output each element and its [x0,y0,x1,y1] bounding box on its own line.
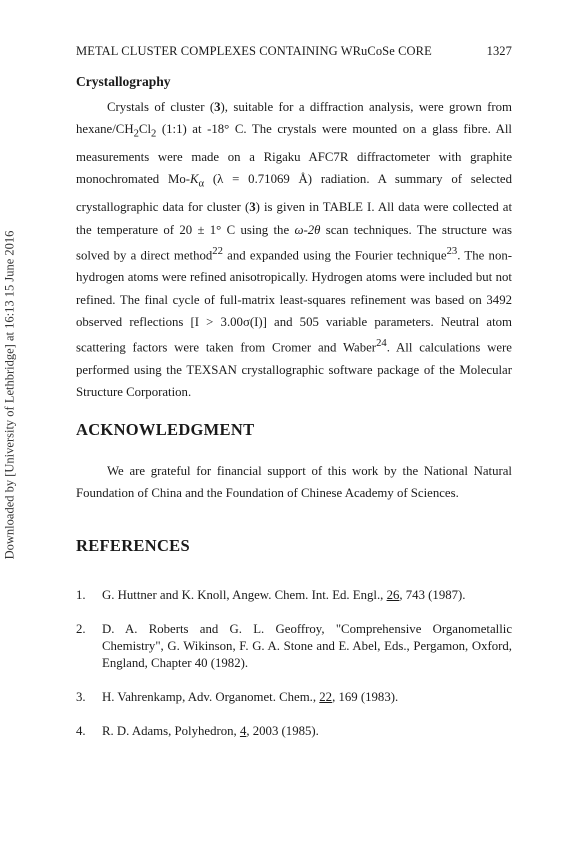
subscript: 2 [151,128,157,140]
acknowledgment-section [76,420,512,505]
reference-item [76,689,512,706]
text-run: , 743 (1987). [399,588,466,602]
reference-number: 2. [76,622,86,636]
text-run: R. D. Adams, Polyhedron, [102,724,240,738]
reference-number: 3. [76,690,86,704]
text-run: D. A. Roberts and G. L. Geoffroy, "Comprehensive Organometallic Chemistry", G. Wikinson, F. G. A. Stone and E. Abel, Eds., Pergamon, Oxford, England, Chapter 40 (1982). [102,622,512,670]
reference-item [76,587,512,604]
citation-superscript: 23 [446,245,458,257]
text-run: (1:1) at -18° C. The crystals were mounted on a glass fibre. All measurements were made on a Rigaku AFC7R diffractometer with graphite monochromated Mo- [76,122,512,187]
citation-superscript: 22 [212,245,223,257]
compound-ref: 3 [214,100,221,114]
page-number: 1327 [486,44,512,58]
references-section [76,536,512,740]
reference-text [102,621,512,672]
crystallography-section [76,74,512,403]
italic-symbol: ω-2θ [294,222,321,237]
text-run: , 2003 (1985). [246,724,319,738]
acknowledgment-text: We are grateful for financial support of this work by the National Natural Foundation of China and the Foundation of Chinese Academy of Sciences. [76,464,512,501]
reference-item [76,621,512,672]
compound-ref: 3 [249,200,256,215]
reference-text [102,587,512,604]
text-run: ), suitable for a diffraction analysis, were grown from hexane/CH [76,100,512,137]
text-run: . The non-hydrogen atoms were refined anisotropically. Hydrogen atoms were included but not refined. The final cycle of full-matrix least-squares refinement was based on 3492 observed reflections [I > 3.00σ(I)] and 505 variable parameters. Neutral atom scattering factors were taken from Cromer and Waber [76,248,512,355]
acknowledgment-heading: ACKNOWLEDGMENT [76,420,255,439]
crystallography-paragraph [76,96,512,403]
subscript: α [198,178,205,190]
text-run: Cl [138,122,151,137]
text-run: H. Vahrenkamp, Adv. Organomet. Chem., [102,690,320,704]
text-run: , 169 (1983). [332,690,399,704]
reference-list [76,587,512,740]
text-run: (λ = 0.71069 Å) radiation. A summary of selected crystallographic data for cluster ( [76,172,512,215]
text-run: ) is given in TABLE I. All data were collected at the temperature of 20 ± 1° C using the [76,200,512,237]
subscript: 2 [133,128,139,140]
running-header [76,44,512,59]
volume-number: 4 [239,724,247,738]
text-run: Crystals of cluster ( [107,100,215,114]
citation-superscript: 24 [376,338,387,350]
reference-number: 1. [76,588,86,602]
italic-symbol: K [189,172,199,187]
volume-number: 22 [319,690,333,704]
text-run: scan techniques. The structure was solved by a direct method [76,222,512,263]
reference-text [102,723,512,740]
volume-number: 26 [386,588,400,602]
download-watermark [2,160,18,630]
download-watermark-text: Downloaded by [University of Lethbridge] at 16:13 15 June 2016 [2,230,17,560]
reference-number: 4. [76,724,86,738]
crystallography-heading: Crystallography [76,74,171,89]
text-run: and expanded using the Fourier technique [222,248,447,263]
references-heading: REFERENCES [76,536,190,555]
reference-item [76,723,512,740]
text-run: G. Huttner and K. Knoll, Angew. Chem. Int. Ed. Engl., [102,588,387,602]
text-run: . All calculations were performed using the TEXSAN crystallographic software package of the Molecular Structure Corporation. [76,340,512,400]
reference-text [102,689,512,706]
running-title: METAL CLUSTER COMPLEXES CONTAINING WRuCoSe CORE [76,44,432,58]
